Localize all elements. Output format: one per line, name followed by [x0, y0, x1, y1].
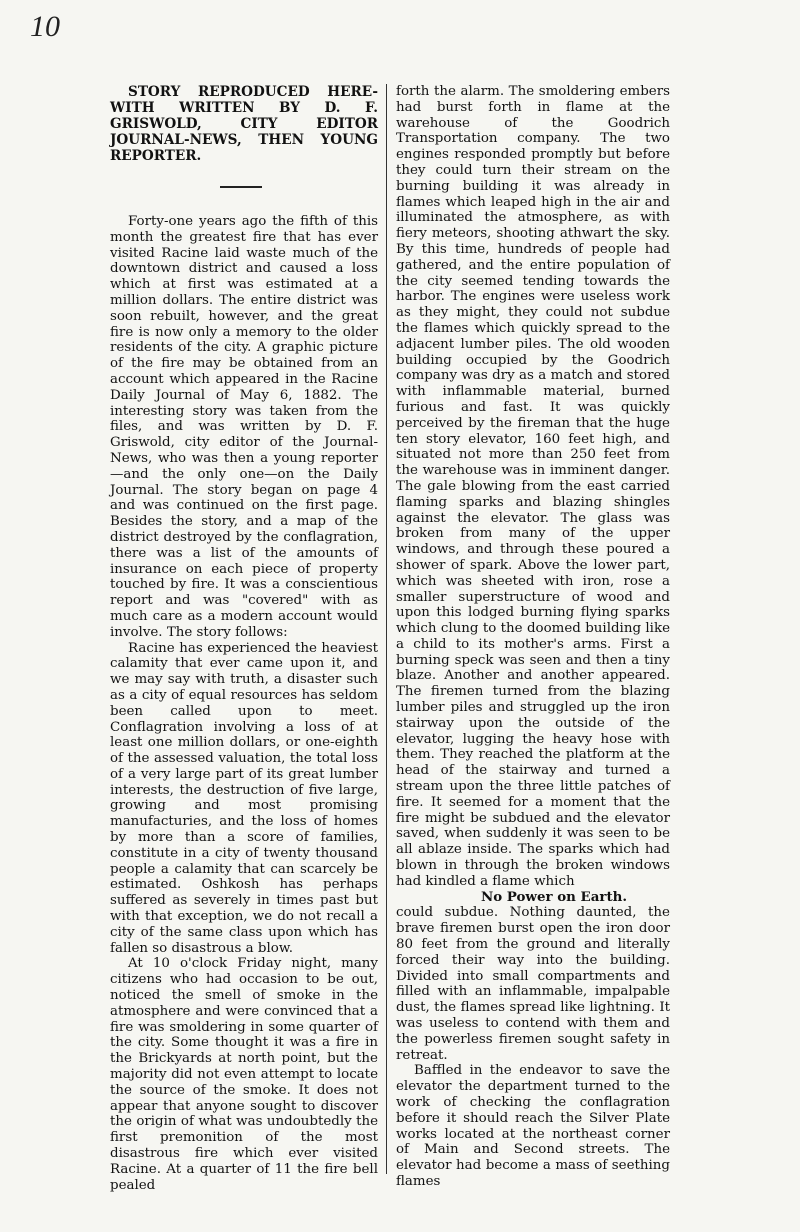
column-divider — [386, 84, 387, 1174]
article-paragraph: Forty-one years ago the fifth of this month the greatest fire that has ever visited Racine laid waste much of the downtown district and caused a loss which at first was estimated at a million dollars. The entire district was soon rebuilt, however, and the great fire is now only a memory to the older residents of the city. A graphic picture of the fire may be obtained from an account which appeared in the Racine Daily Journal of May 6, 1882. The interesting story was taken from the files, and was written by D. F. Griswold, city editor of the Journal-News, who was then a young reporter—and the only one—on the Daily Journal. The story began on page 4 and was continued on the first page. Besides the story, and a map of the district destroyed by the conflagration, there was a list of the amounts of insurance on each piece of property touched by fire. It was a conscientious report and was "covered" with as much care as a modern account would involve. The story follows: — [110, 214, 378, 640]
article-paragraph: Baffled in the endeavor to save the elevator the department turned to the work of checking the conflagration before it should reach the Silver Plate works located at the northeast corner of Main and Second streets. The elevator had become a mass of seething flames — [396, 1063, 670, 1189]
article-paragraph: At 10 o'clock Friday night, many citizens who had occasion to be out, noticed the smell of smoke in the atmosphere and were convinced that a fire was smoldering in some quarter of the city. Some thought it was a fire in the Brickyards at north point, but the majority did not even attempt to locate the source of the smoke. It does not appear that anyone sought to discover the origin of what was undoubtedly the first premonition of the most disastrous fire which ever visited Racine. At a quarter of 11 the fire bell pealed — [110, 956, 378, 1193]
article-paragraph: forth the alarm. The smoldering embers had burst forth in flame at the warehouse of the Goodrich Transportation company. The two engines responded promptly but before they could turn their stream on the burning building it was already in flames which leaped high in the air and illuminated the atmosphere, as with fiery meteors, shooting athwart the sky. By this time, hundreds of people had gathered, and the entire population of the city seemed tending towards the harbor. The engines were useless work as they might, they could not subdue the flames which quickly spread to the adjacent lumber piles. The old wooden building occupied by the Goodrich company was dry as a match and stored with inflammable material, burned furious and fast. It was quickly perceived by the fireman that the huge ten story elevator, 160 feet high, and situated not more than 250 feet from the warehouse was in imminent danger. The gale blowing from the east carried flaming sparks and blazing shingles against the elevator. The glass was broken from many of the upper windows, and through these poured a shower of spark. Above the lower part, which was sheeted with iron, rose a smaller superstructure of wood and upon this lodged burning flying sparks which clung to the doomed building like a child to its mother's arms. First a burning speck was seen and then a tiny blaze. Another and another appeared. The firemen turned from the blazing lumber piles and struggled up the iron stairway upon the outside of the elevator, lugging the heavy hose with them. They reached the platform at the head of the stairway and turned a stream upon the three little patches of fire. It seemed for a moment that the fire might be subdued and the elevator saved, when suddenly it was seen to be all ablaze inside. The sparks which had blown in through the broken windows had kindled a flame which — [396, 84, 670, 889]
headline: STORY REPRODUCED HERE-WITH WRITTEN BY D. F. GRISWOLD, CITY EDITOR JOURNAL-NEWS, THEN YOUNG REPORTER. — [110, 84, 378, 164]
article-paragraph: Racine has experienced the heaviest calamity that ever came upon it, and we may say with truth, a disaster such as a city of equal resources has seldom been called upon to meet. Conflagration involving a loss of at least one million dollars, or one-eighth of the assessed valuation, the total loss of a very large part of its great lumber interests, the destruction of five large, growing and most promising manufacturies, and the loss of homes by more than a score of families, constitute in a city of twenty thousand people a calamity that can scarcely be estimated. Oshkosh has perhaps suffered as severely in times past but with that exception, we do not recall a city of the same class upon which has fallen so disastrous a blow. — [110, 640, 378, 956]
subheading: No Power on Earth. — [480, 888, 628, 905]
headline-divider — [220, 186, 262, 188]
article-paragraph: could subdue. Nothing daunted, the brave firemen burst open the iron door 80 feet from the ground and literally forced their way into the building. Divided into small compartments and filled with an inflammable, impalpable dust, the flames spread like lightning. It was useless to contend with them and the powerless firemen sought safety in retreat. — [396, 905, 670, 1063]
left-column — [110, 84, 378, 1193]
newspaper-clipping — [110, 84, 670, 1193]
page-number: 10 — [30, 10, 60, 43]
right-column — [396, 84, 670, 1190]
